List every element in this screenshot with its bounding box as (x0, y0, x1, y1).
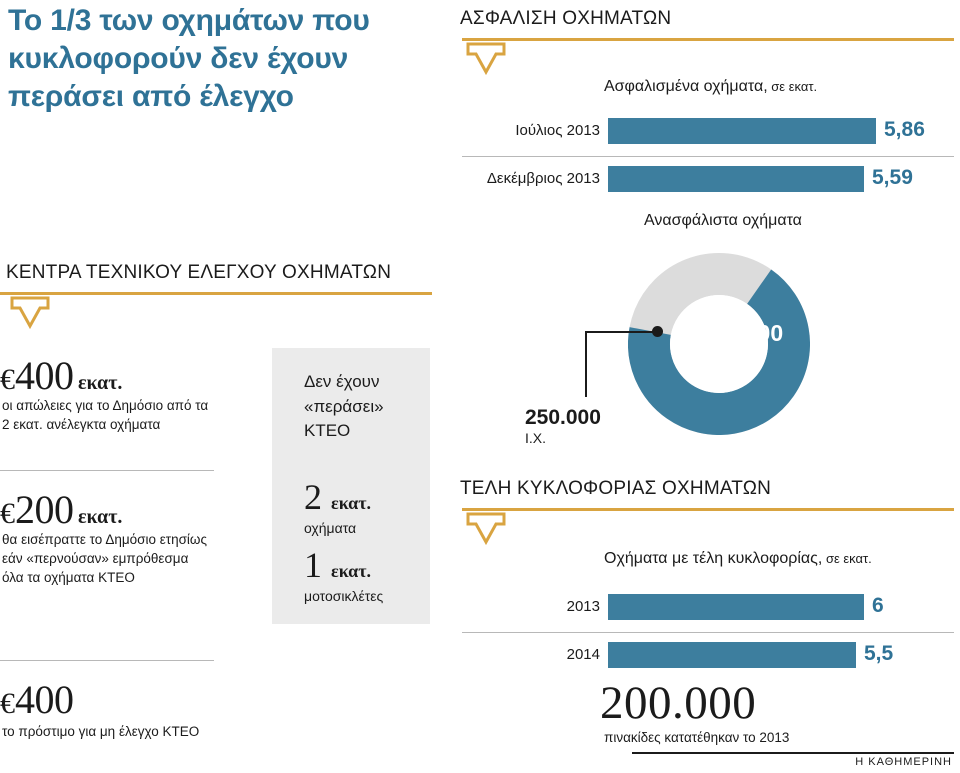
donut-callout-label: Ι.Χ. (525, 430, 547, 446)
bar-ins-1 (608, 166, 864, 192)
section-title-kteo: ΚΕΝΤΡΑ ΤΕΧΝΙΚΟΥ ΕΛΕΓΧΟΥ ΟΧΗΜΑΤΩΝ (6, 262, 392, 283)
section-rule-insurance (462, 38, 954, 41)
down-arrow-icon (466, 42, 506, 78)
roadtax-caption-unit: σε εκατ. (822, 551, 872, 566)
bar-label-tax-0: 2013 (566, 598, 600, 615)
kteo-failed-unit-1: εκατ. (331, 561, 372, 581)
insurance-caption-main: Ασφαλισμένα οχήματα, (604, 78, 768, 95)
money-block-0 (0, 352, 122, 399)
bar-tax-0 (608, 594, 864, 620)
money-unit-0: εκατ. (77, 372, 123, 394)
money-amount-2: 400 (15, 677, 74, 722)
kteo-failed-num-1 (304, 544, 371, 586)
leader-line-vertical (585, 331, 587, 397)
kteo-failed-value-1: 1 (304, 545, 322, 585)
kteo-failed-unit-0: εκατ. (331, 493, 372, 513)
money-desc-2: το πρόστιμο για μη έλεγχο ΚΤΕΟ (2, 724, 200, 739)
bar-label-ins-1: Δεκέμβριος 2013 (486, 170, 600, 187)
section-title-roadtax: ΤΕΛΗ ΚΥΚΛΟΦΟΡΙΑΣ ΟΧΗΜΑΤΩΝ (460, 478, 772, 499)
roadtax-bars-caption (604, 550, 872, 568)
euro-sign-1: € (0, 497, 15, 530)
money-desc-0: οι απώλειες για το Δημόσιο από τα 2 εκατ. ανέλεγκτα οχήματα (2, 398, 209, 433)
money-unit-1: εκατ. (77, 506, 123, 528)
footer-rule (632, 752, 954, 754)
roadtax-big-number: 200.000 (600, 677, 757, 729)
bar-ins-0 (608, 118, 876, 144)
kteo-failed-title: Δεν έχουν «περάσει» ΚΤΕΟ (304, 372, 384, 441)
donut-title: Ανασφάλιστα οχήματα (644, 212, 802, 229)
leader-dot (652, 326, 663, 337)
donut-callout-value: 250.000 (525, 406, 601, 429)
section-rule-roadtax (462, 508, 954, 511)
kteo-failed-sub-1: μοτοσικλέτες (304, 588, 384, 604)
insurance-caption-unit: σε εκατ. (767, 79, 818, 94)
bar-value-tax-0: 6 (872, 594, 884, 617)
money-desc-1: θα εισέπραττε το Δημόσιο ετησίως εάν «περνούσαν» εμπρόθεσμα όλα τα οχήματα ΚΤΕΟ (2, 532, 207, 586)
bar-value-tax-1: 5,5 (864, 642, 894, 665)
section-rule-kteo (0, 292, 432, 295)
page-title: Το 1/3 των οχημάτων που κυκλοφορούν δεν έχουν περάσει από έλεγχο (8, 4, 370, 113)
kteo-failed-box (272, 348, 430, 624)
divider-money-0 (0, 470, 214, 471)
bar-label-tax-1: 2014 (566, 646, 600, 663)
divider-roadtax-bars (462, 632, 954, 633)
roadtax-caption-main: Οχήματα με τέλη κυκλοφορίας, (604, 550, 823, 567)
kteo-failed-num-0 (304, 476, 371, 518)
euro-sign-0: € (0, 363, 15, 396)
bar-value-ins-0: 5,86 (884, 118, 925, 141)
down-arrow-icon-kteo (10, 296, 50, 332)
money-amount-0: 400 (15, 353, 74, 398)
kteo-failed-value-0: 2 (304, 477, 322, 517)
divider-money-1 (0, 660, 214, 661)
roadtax-big-number-caption: πινακίδες κατατέθηκαν το 2013 (604, 730, 790, 745)
donut-value-label: 800.000 (700, 320, 784, 346)
footer-brand: Η ΚΑΘΗΜΕΡΙΝΗ (855, 756, 952, 768)
euro-sign-2: € (0, 687, 15, 720)
kteo-failed-sub-0: οχήματα (304, 520, 357, 536)
insurance-bars-caption (604, 78, 817, 96)
down-arrow-icon-roadtax (466, 512, 506, 548)
section-title-insurance: ΑΣΦΑΛΙΣΗ ΟΧΗΜΑΤΩΝ (460, 8, 672, 29)
money-block-1 (0, 486, 122, 533)
divider-insurance-bars (462, 156, 954, 157)
money-amount-1: 200 (15, 487, 74, 532)
money-block-2 (0, 676, 74, 723)
bar-value-ins-1: 5,59 (872, 166, 913, 189)
leader-line-horizontal (585, 331, 660, 333)
bar-tax-1 (608, 642, 856, 668)
bar-label-ins-0: Ιούλιος 2013 (515, 122, 600, 139)
